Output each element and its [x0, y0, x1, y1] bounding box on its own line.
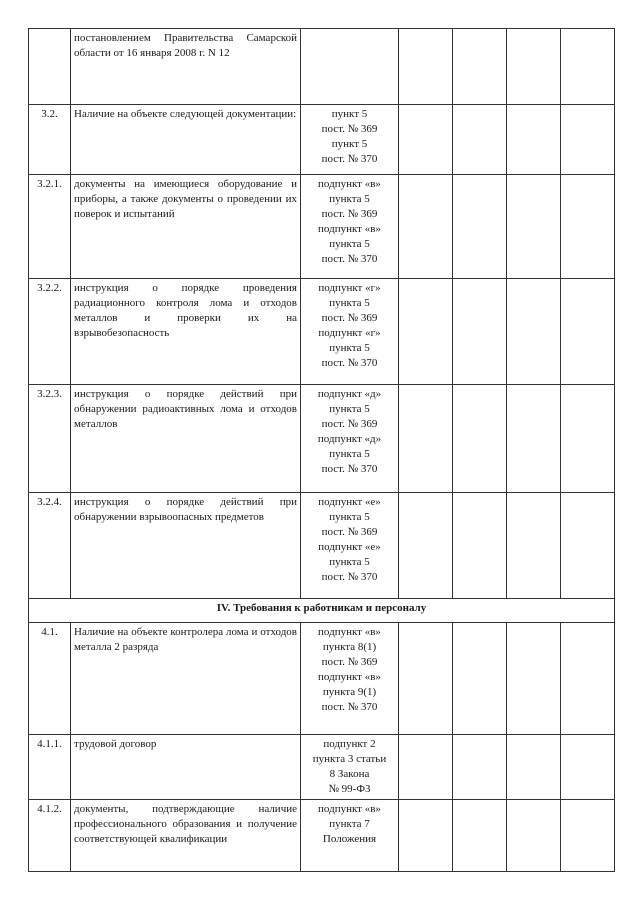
reference-line: пункта 5 — [329, 238, 370, 250]
section-title: IV. Требования к работникам и персоналу — [29, 599, 615, 623]
answer-cell — [561, 105, 615, 175]
answer-cell — [453, 735, 507, 800]
requirement-text: постановлением Правительства Самарской области от 16 января 2008 г. N 12 — [71, 29, 301, 105]
legal-reference — [301, 385, 399, 493]
answer-cell — [453, 800, 507, 872]
reference-line: Положения — [322, 833, 377, 845]
requirement-text: инструкция о порядке действий при обнаружении взрывоопасных предметов — [71, 493, 301, 599]
answer-cell — [399, 493, 453, 599]
reference-line: пункта 3 статьи — [312, 753, 387, 765]
item-number: 4.1.1. — [29, 735, 71, 800]
reference-line: пункт 5 — [331, 138, 368, 150]
legal-reference — [301, 493, 399, 599]
table-row — [29, 29, 615, 105]
reference-line: пост. № 369 — [321, 418, 378, 430]
answer-cell — [399, 175, 453, 279]
reference-line: пост. № 370 — [321, 701, 378, 713]
reference-line: пост. № 369 — [321, 312, 378, 324]
item-number: 3.2.1. — [29, 175, 71, 279]
answer-cell — [453, 493, 507, 599]
answer-cell — [561, 493, 615, 599]
table-row — [29, 493, 615, 599]
item-number — [29, 29, 71, 105]
answer-cell — [453, 175, 507, 279]
reference-line: пункта 9(1) — [322, 686, 377, 698]
reference-line: подпункт «г» — [318, 282, 381, 294]
requirement-text: инструкция о порядке проведения радиационного контроля лома и отходов металлов и проверки их на взрывобезопасность — [71, 279, 301, 385]
reference-line: 8 Закона — [329, 768, 370, 780]
item-number: 4.1.2. — [29, 800, 71, 872]
reference-line: пункта 5 — [329, 556, 370, 568]
answer-cell — [507, 735, 561, 800]
reference-line: подпункт «г» — [318, 327, 381, 339]
answer-cell — [561, 175, 615, 279]
reference-line: пост. № 370 — [321, 463, 378, 475]
answer-cell — [399, 29, 453, 105]
answer-cell — [561, 623, 615, 735]
requirement-text: документы, подтверждающие наличие профессионального образования и получение соответствующей квалификации — [71, 800, 301, 872]
answer-cell — [561, 735, 615, 800]
legal-reference — [301, 279, 399, 385]
answer-cell — [507, 385, 561, 493]
table-row — [29, 279, 615, 385]
item-number: 4.1. — [29, 623, 71, 735]
answer-cell — [507, 279, 561, 385]
answer-cell — [561, 385, 615, 493]
reference-line: пункта 5 — [329, 297, 370, 309]
table-row — [29, 385, 615, 493]
reference-line: пост. № 369 — [321, 123, 378, 135]
reference-line: подпункт «в» — [318, 626, 381, 638]
answer-cell — [561, 279, 615, 385]
reference-line: пост. № 369 — [321, 208, 378, 220]
reference-line: пункта 8(1) — [322, 641, 377, 653]
reference-line: пост. № 370 — [321, 153, 378, 165]
reference-line: подпункт «в» — [318, 223, 381, 235]
reference-line: подпункт 2 — [323, 738, 376, 750]
requirement-text: документы на имеющиеся оборудование и приборы, а также документы о проведении их поверок и испытаний — [71, 175, 301, 279]
table-row — [29, 623, 615, 735]
table-row — [29, 105, 615, 175]
reference-line: пост. № 369 — [321, 526, 378, 538]
section-header-row — [29, 599, 615, 623]
answer-cell — [399, 623, 453, 735]
requirement-text: трудовой договор — [71, 735, 301, 800]
requirements-table — [28, 28, 615, 872]
answer-cell — [507, 800, 561, 872]
reference-line: пункта 5 — [329, 342, 370, 354]
requirement-text: Наличие на объекте следующей документации: — [71, 105, 301, 175]
answer-cell — [507, 105, 561, 175]
reference-line: пункта 5 — [329, 403, 370, 415]
table-row — [29, 735, 615, 800]
reference-line: пункта 5 — [329, 511, 370, 523]
answer-cell — [453, 623, 507, 735]
reference-line: подпункт «в» — [318, 178, 381, 190]
answer-cell — [453, 105, 507, 175]
answer-cell — [453, 385, 507, 493]
requirement-text: Наличие на объекте контролера лома и отходов металла 2 разряда — [71, 623, 301, 735]
reference-line: подпункт «е» — [318, 496, 381, 508]
answer-cell — [507, 29, 561, 105]
reference-line: пункта 7 — [329, 818, 370, 830]
answer-cell — [399, 800, 453, 872]
answer-cell — [453, 29, 507, 105]
reference-line: подпункт «е» — [318, 541, 381, 553]
reference-line: подпункт «д» — [317, 388, 382, 400]
table-row — [29, 800, 615, 872]
answer-cell — [507, 623, 561, 735]
reference-line: подпункт «в» — [318, 671, 381, 683]
reference-line: пункта 5 — [329, 448, 370, 460]
legal-reference — [301, 735, 399, 800]
legal-reference — [301, 105, 399, 175]
answer-cell — [399, 735, 453, 800]
reference-line: пункта 5 — [329, 193, 370, 205]
item-number: 3.2.4. — [29, 493, 71, 599]
reference-line: пост. № 369 — [321, 656, 378, 668]
item-number: 3.2. — [29, 105, 71, 175]
legal-reference — [301, 175, 399, 279]
reference-line: № 99-ФЗ — [328, 783, 371, 795]
reference-line: пост. № 370 — [321, 253, 378, 265]
reference-line: пост. № 370 — [321, 571, 378, 583]
requirement-text: инструкция о порядке действий при обнаружении радиоактивных лома и отходов металлов — [71, 385, 301, 493]
reference-line: подпункт «д» — [317, 433, 382, 445]
legal-reference — [301, 623, 399, 735]
answer-cell — [561, 800, 615, 872]
legal-reference — [301, 800, 399, 872]
item-number: 3.2.3. — [29, 385, 71, 493]
reference-line: пост. № 370 — [321, 357, 378, 369]
item-number: 3.2.2. — [29, 279, 71, 385]
answer-cell — [507, 493, 561, 599]
reference-line: подпункт «в» — [318, 803, 381, 815]
table-row — [29, 175, 615, 279]
answer-cell — [453, 279, 507, 385]
answer-cell — [561, 29, 615, 105]
answer-cell — [399, 105, 453, 175]
answer-cell — [399, 385, 453, 493]
reference-line: пункт 5 — [331, 108, 368, 120]
answer-cell — [399, 279, 453, 385]
legal-reference — [301, 29, 399, 105]
answer-cell — [507, 175, 561, 279]
